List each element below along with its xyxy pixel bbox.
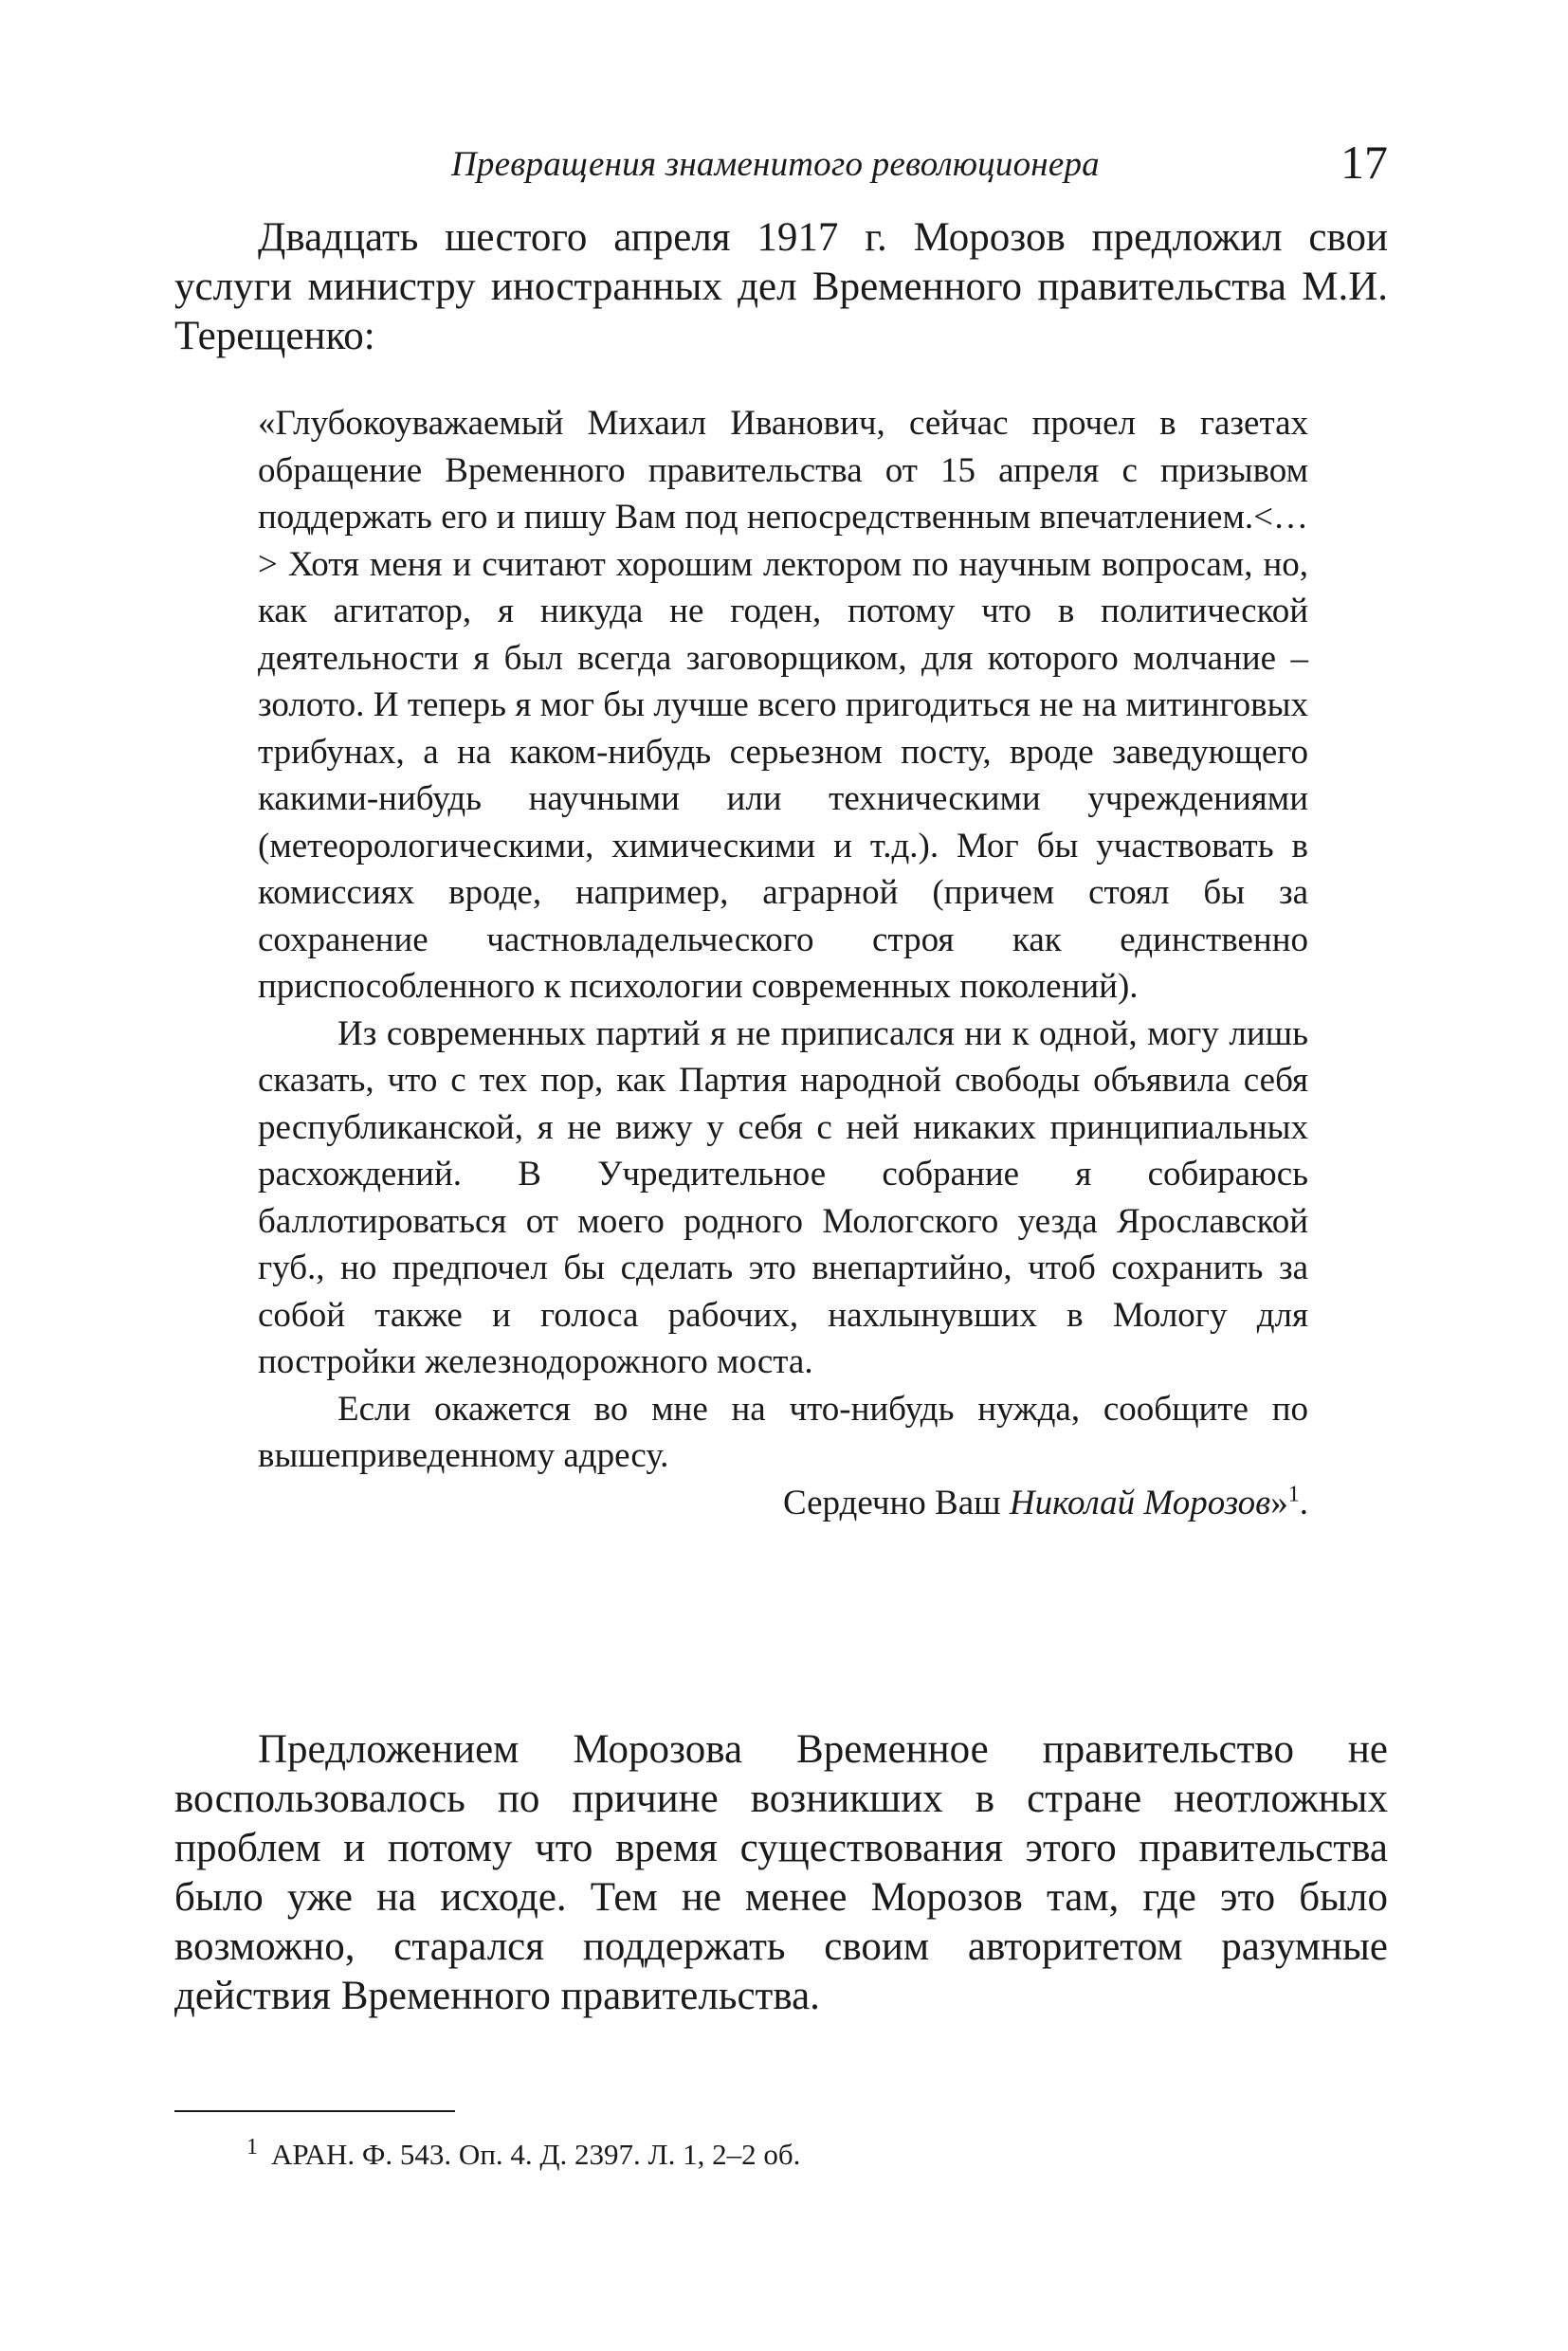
running-head	[174, 135, 1388, 195]
letter-signature	[258, 1480, 1308, 1527]
footnote: 1 АРАН. Ф. 543. Оп. 4. Д. 2397. Л. 1, 2–2 об.	[246, 2134, 801, 2171]
quote-paragraph-1: «Глубокоуважаемый Михаил Иванович, сейчас прочел в газетах обращение Временного правительства от 15 апреля с призывом поддержать его и пишу Вам под непосредственным впечатлением.<…> Хотя меня и считают хорошим лектором по научным вопросам, но, как агитатор, я никуда не годен, потому что в политической деятельности я был всегда заговорщиком, для которого молчание – золото. И теперь я мог бы лучше всего пригодиться не на митинговых трибунах, а на каком-нибудь серьезном посту, вроде заведующего какими-нибудь научными или техническими учреждениями (метеорологическими, химическими и т.д.). Мог бы участвовать в комиссиях вроде, например, аграрной (причем стоял бы за сохранение частновладельческого строя как единственно приспособленного к психологии современных поколений).	[258, 404, 1308, 1006]
signature-prefix: Сердечно Ваш	[782, 1483, 1001, 1522]
footnote-reference[interactable]: 1	[1287, 1482, 1300, 1507]
running-head-title: Превращения знаменитого революционера	[451, 145, 1100, 184]
quote-paragraph-2: Из современных партий я не приписался ни к одной, могу лишь сказать, что с тех пор, как Партия народной свободы объявила себя республиканской, я не вижу у себя с ней никаких принципиальных расхождений. В Учредительное собрание я собираюсь баллотироваться от моего родного Мологского уезда Ярославской губ., но предпочел бы сделать это внепартийно, чтоб сохранить за собой также и голоса рабочих, нахлынувших в Мологу для постройки железнодорожного моста.	[258, 1013, 1308, 1381]
intro-paragraph: Двадцать шестого апреля 1917 г. Морозов предложил свои услуги министру иностранных дел Временного правительства М.И. Терещенко:	[174, 215, 1388, 358]
closing-paragraph: Предложением Морозова Временное правительство не воспользовалось по причине возникших в стране неотложных проблем и потому что время существования этого правительства было уже на исходе. Тем не менее Морозов там, где это было возможно, старался поддержать своим авторитетом разумные действия Временного правительства.	[174, 1727, 1388, 2018]
letter-quote	[258, 400, 1308, 1526]
signature-name: Николай Морозов	[1009, 1483, 1271, 1522]
footnote-text: АРАН. Ф. 543. Оп. 4. Д. 2397. Л. 1, 2–2 об.	[271, 2138, 801, 2171]
quote-close-mark: »	[1270, 1483, 1288, 1522]
page-number: 17	[1340, 136, 1388, 189]
quote-paragraph-3: Если окажется во мне на что-нибудь нужда, сообщите по вышеприведенному адресу.	[258, 1389, 1308, 1475]
signature-period: .	[1299, 1483, 1308, 1522]
footnote-divider	[174, 2110, 455, 2112]
